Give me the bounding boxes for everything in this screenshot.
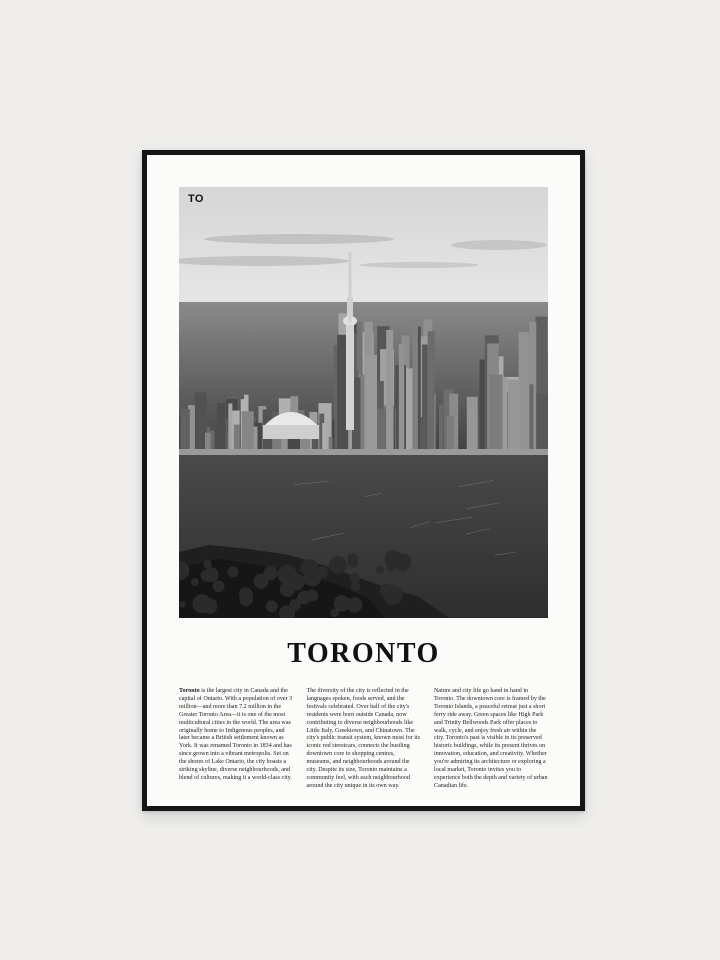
column-1-text: is the largest city in Canada and the capital of Ontario. With a population of over 3 million—and more than 7.2 million in the Greater Toronto Area—it is one of the most multicultural cities in the world. The area was originally home to Indigenous peoples, and later became a British settlement known as York. It was renamed Toronto in 1834 and has since grown into a vibrant metropolis. Set on the shores of Lake Ontario, the city boasts a striking skyline, diverse neighbourhoods, and blend of cultures, making it a world-class city. [179,688,293,781]
city-code-badge: TO [188,193,204,205]
poster-title: TORONTO [287,638,440,669]
column-3-text: Nature and city life go hand in hand in Toronto. The downtown core is framed by the Toronto Islands, a peaceful retreat just a short ferry ride away. Green spaces like High Park and Trinity Bellwoods Park offer places to walk, cycle, and enjoy fresh air within the city. Toronto's past is visible in its preserved historic buildings, while its present thrives on innovation, education, and creativity. Whether you're admiring its architecture or exploring a local market, Toronto invites you to experience both the depth and variety of urban Canadian life. [434,688,548,789]
description-column-2 [307,688,421,791]
description-columns [179,688,548,791]
column-2-text: The diversity of the city is reflected in the languages spoken, foods served, and the festivals celebrated. Over half of the city's residents were born outside Canada, now contributing to diverse neighbourhoods like Little Italy, Greektown, and Chinatown. The city's public transit system, known most for its iconic red streetcars, connects the bustling downtown core to shopping centres, museums, and neighbourhoods around the city. Despite its size, Toronto maintains a community feel, with each neighbourhood around the city unique in its own way. [306,688,420,789]
toronto-skyline-photo [179,187,548,618]
poster-frame [142,150,585,811]
description-column-1 [179,688,293,791]
description-column-3 [434,688,548,791]
column-lead-word: Toronto [179,688,200,694]
